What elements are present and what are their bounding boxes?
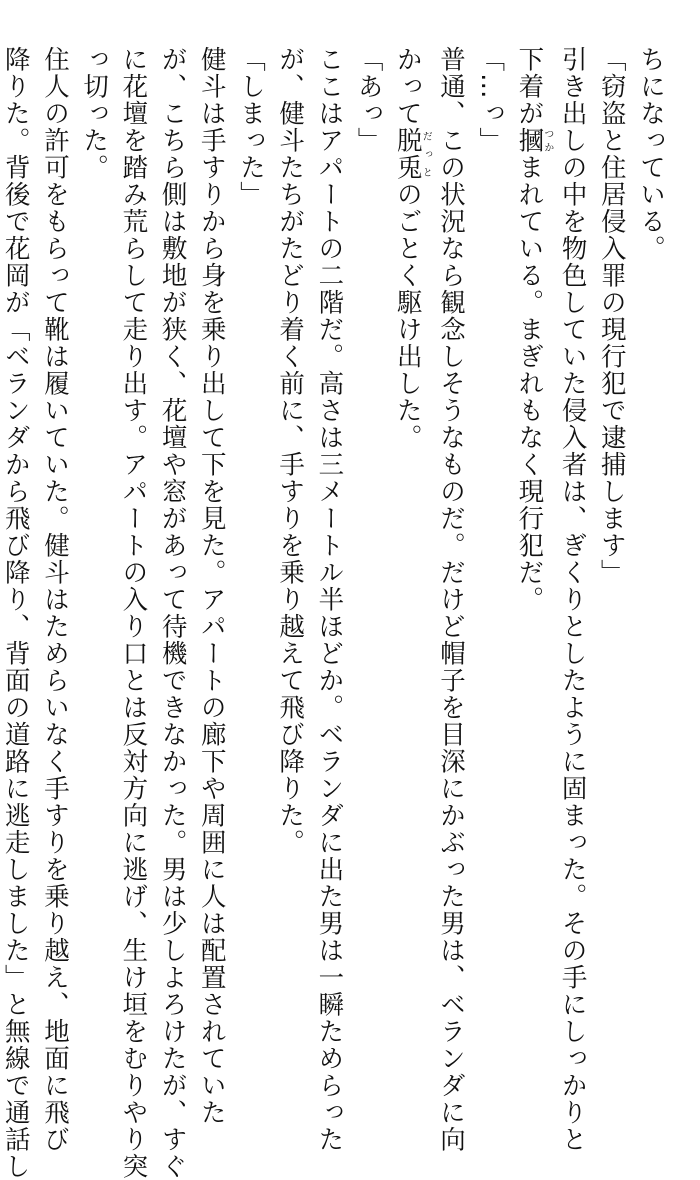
line-segment: まれている。まぎれもなく現行犯だ。 [514, 154, 545, 613]
text-line-with-ruby [388, 46, 431, 986]
ruby-annotation [392, 127, 432, 181]
ruby-reading: だっと [420, 127, 432, 181]
text-line: 健斗は手すりから身を乗り出して下を見た。アパートの廊下や周囲に人は配置されていた [196, 46, 227, 1126]
text-line: 「窃盗と住居侵入罪の現行犯で逮捕します」 [596, 46, 627, 586]
text-line: が、こちら側は敷地が狭く、花壇や窓があって待機できなかった。男は少しよろけたが、すぐ [157, 46, 188, 1180]
text-line: が、健斗たちがたどり着く前に、手すりを乗り越えて飛び降りた。 [275, 46, 306, 856]
text-line: ここはアパートの二階だ。高さは三メートル半ほどか。ベランダに出た男は一瞬ためらった [314, 46, 345, 1153]
text-line: に花壇を踏み荒らして走り出す。アパートの入り口とは反対方向に逃げ、生け垣をむりやり突 [118, 46, 149, 1180]
text-line: 住人の許可をもらって靴は履いていた。健斗はためらいなく手すりを乗り越え、地面に飛び [39, 46, 70, 1153]
ruby-base: 脱兎 [392, 127, 423, 181]
text-line: 引き出しの中を物色していた侵入者は、ぎくりとしたように固まった。その手にしっかりと [557, 46, 588, 1153]
line-segment: 下着が [514, 46, 545, 127]
text-line: 「あっ」 [353, 46, 384, 154]
text-line: ちになっている。 [636, 46, 666, 262]
ruby-base: 摑 [514, 127, 545, 154]
text-line: 降りた。背後で花岡が「ベランダから飛び降り、背面の道路に逃走しました」と無線で通話し [0, 46, 31, 1180]
text-line: 「…っ」 [475, 46, 506, 154]
text-line-with-ruby [509, 46, 552, 986]
text-line: っ切った。 [79, 46, 110, 181]
ruby-reading: つか [541, 127, 553, 154]
line-segment: のごとく駆け出した。 [392, 181, 423, 451]
vertical-text-body [0, 46, 670, 1180]
text-line: 「しまった」 [235, 46, 266, 208]
line-segment: かって [392, 46, 423, 127]
text-line: 普通、この状況なら観念しそうなものだ。だけど帽子を目深にかぶった男は、ベランダに向 [435, 46, 466, 1153]
ruby-annotation [514, 127, 553, 154]
